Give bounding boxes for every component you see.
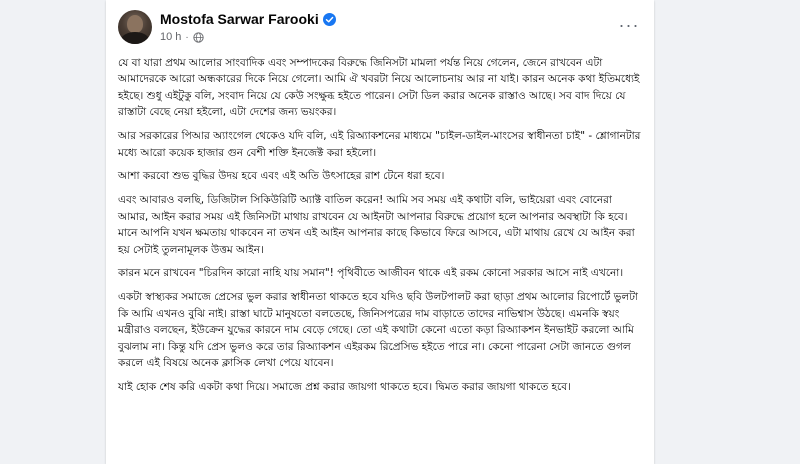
post-paragraph: আর সরকারের পিআর অ্যাংগেল থেকেও যদি বলি, এই রিঅ্যাকশনের মাধ্যমে "চাইল-ডাইল-মাংসের স্বাধীনতা চাই" - শ্লোগানটার মধ্যে আরো কয়েক হাজার গুন বেশী শক্তি ইনজেক্ট করা হইলো।: [118, 130, 641, 159]
post-text: [118, 55, 644, 403]
post-header: [106, 0, 654, 52]
avatar[interactable]: [118, 10, 152, 44]
avatar-body-shape: [121, 32, 149, 44]
post-card: [106, 0, 654, 464]
post-paragraph: একটা স্বাস্থ্যকর সমাজে প্রেসের ভুল করার স্বাধীনতা থাকতে হবে যদিও ছবি উলটপালট করা ছাড়া প্রথম আলোর রিপোর্টে ভুলটা কি আমি এখনও বুঝি নাই। রাস্তা ঘাটে মানুষতো বলতেছে, জিনিসপত্রের দাম বাড়াতে তাদের নাভিশ্বাস উঠছে। এমনকি স্বয়ং মন্ত্রীরাও বলছেন, ইউক্রেন যুদ্ধের কারনে দাম বেড়ে গেছে। তো এই কথাটা কেনো এতো কড়া রিঅ্যাকশন ইনভাইট করলো আমি বুঝলাম না। কিন্তু যদি প্রেস ভুলও করে তার রিঅ্যাকশন এইরকম রিপ্রেসিভ হইতে পারে না। কেনো পারেনা সেটা জানতে গুগল করলে এই বিষয়ে অনেক ক্লাসিক লেখা পেয়ে যাবেন।: [118, 291, 638, 369]
post-timestamp[interactable]: 10 h: [160, 31, 182, 43]
post-paragraph: যে বা যারা প্রথম আলোর সাংবাদিক এবং সম্পাদকের বিরুদ্ধে জিনিসটা মামলা পর্যন্ত নিয়ে গেলেন, জেনে রাখবেন এটা আমাদেরকে আরো অন্ধকারের দিকে নিয়ে গেলো। আমি ঐ খবরটা নিয়ে আলোচনায় আর না যাই। কারন অনেক কথা ইতিমধ্যেই হইছে। শুধু এইটুকু বলি, সংবাদ নিয়ে যে কেউ সংক্ষুব্ধ হইতে পারেন। সেটা ডিল করার অনেক রাস্তাও আছে। সব বাদ দিয়ে যে রাস্তাটা বেছে নেয়া হইলো, এটা দেশের জন্য ভয়ংকর।: [118, 57, 640, 119]
post-meta: [160, 31, 204, 43]
post-paragraph: আশা করবো শুভ বুদ্ধির উদয় হবে এবং এই অতি উৎসাহের রাশ টেনে ধরা হবে।: [118, 170, 445, 183]
globe-icon[interactable]: [193, 32, 204, 43]
meta-separator: ·: [185, 31, 189, 43]
verified-badge-icon: [323, 13, 336, 26]
more-options-button[interactable]: ···: [618, 15, 640, 35]
author-row: [160, 11, 336, 27]
post-paragraph: কারন মনে রাখবেন "চিরদিন কারো নাহি যায় সমান"! পৃথিবীতে আজীবন থাকে এই রকম কোনো সরকার আসে নাই এখনো।: [118, 267, 624, 280]
author-name[interactable]: Mostofa Sarwar Farooki: [160, 11, 319, 27]
post-paragraph: এবং আবারও বলছি, ডিজিটাল সিকিউরিটি অ্যাক্ট বাতিল করেন! আমি সব সময় এই কথাটা বলি, ভাইয়েরা এবং বোনেরা আমার, আইন করার সময় এই জিনিসটা মাথায় রাখবেন যে আইনটা আপনার বিরুদ্ধে প্রয়োগ হলে আপনার অবস্থাটা কি হবে। মানে আপনি যখন ক্ষমতায় থাকবেন না তখন এই আইন আপনার কাছে কিভাবে ফিরে আসবে, এটা মাথায় রেখে যে আইন করা হয় সেটাই তুলনামূলক উত্তম আইন।: [118, 194, 635, 256]
avatar-head-shape: [127, 15, 143, 33]
post-paragraph: যাই হোক শেষ করি একটা কথা দিয়ে। সমাজে প্রশ্ন করার জায়গা থাকতে হবে। দ্বিমত করার জায়গা থাকতে হবে।: [118, 380, 571, 393]
